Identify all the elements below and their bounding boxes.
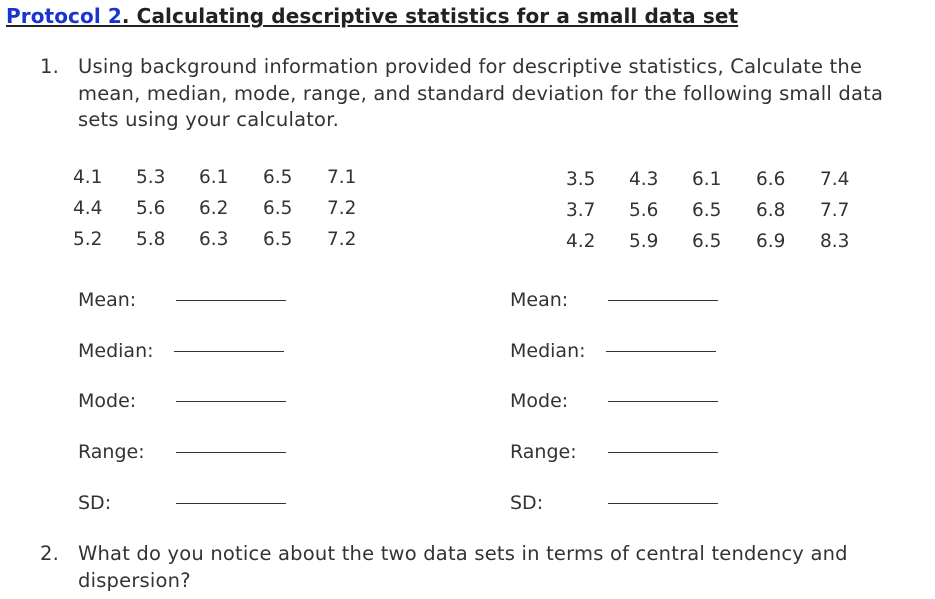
question-1-number: 1. bbox=[40, 55, 60, 78]
mean-label-1: Mean: bbox=[78, 289, 137, 311]
data-value: 8.3 bbox=[820, 231, 850, 252]
data-value: 3.5 bbox=[566, 169, 596, 190]
mean-blank-2[interactable] bbox=[608, 300, 718, 301]
data-value: 6.1 bbox=[199, 167, 229, 188]
data-value: 7.2 bbox=[327, 198, 357, 219]
protocol-link[interactable]: Protocol 2 bbox=[6, 4, 122, 28]
mean-label-2: Mean: bbox=[510, 289, 569, 311]
mode-label-2: Mode: bbox=[510, 390, 569, 412]
question-2-text: What do you notice about the two data sets in terms of central tendency and dispersion? bbox=[78, 542, 848, 592]
range-blank-1[interactable] bbox=[176, 452, 286, 453]
data-value: 7.4 bbox=[820, 169, 850, 190]
median-blank-2[interactable] bbox=[606, 351, 716, 352]
data-value: 6.5 bbox=[263, 167, 293, 188]
median-blank-1[interactable] bbox=[174, 351, 284, 352]
data-value: 6.2 bbox=[199, 198, 229, 219]
data-value: 6.9 bbox=[756, 231, 786, 252]
sd-label-1: SD: bbox=[78, 492, 112, 514]
data-value: 5.9 bbox=[629, 231, 659, 252]
data-value: 5.6 bbox=[629, 200, 659, 221]
sd-blank-1[interactable] bbox=[176, 503, 286, 504]
range-blank-2[interactable] bbox=[608, 452, 718, 453]
question-2 bbox=[40, 541, 935, 594]
mode-blank-1[interactable] bbox=[176, 401, 286, 402]
sd-label-2: SD: bbox=[510, 492, 544, 514]
data-value: 6.5 bbox=[263, 229, 293, 250]
title-rest: . Calculating descriptive statistics for a small data set bbox=[121, 4, 739, 28]
data-value: 7.1 bbox=[327, 167, 357, 188]
question-2-number: 2. bbox=[40, 542, 60, 565]
range-label-2: Range: bbox=[510, 441, 577, 463]
data-value: 4.2 bbox=[566, 231, 596, 252]
data-value: 6.5 bbox=[692, 200, 722, 221]
data-value: 4.3 bbox=[629, 169, 659, 190]
range-label-1: Range: bbox=[78, 441, 145, 463]
data-value: 6.8 bbox=[756, 200, 786, 221]
data-value: 5.3 bbox=[136, 167, 166, 188]
question-1 bbox=[40, 54, 920, 134]
question-1-text: Using background information provided for descriptive statistics, Calculate the mean, median, mode, range, and standard deviation for the following small data sets using your calculator. bbox=[78, 55, 884, 131]
data-value: 6.5 bbox=[692, 231, 722, 252]
data-value: 3.7 bbox=[566, 200, 596, 221]
sd-blank-2[interactable] bbox=[608, 503, 718, 504]
data-value: 7.2 bbox=[327, 229, 357, 250]
data-value: 5.8 bbox=[136, 229, 166, 250]
data-value: 5.6 bbox=[136, 198, 166, 219]
mode-label-1: Mode: bbox=[78, 390, 137, 412]
data-value: 4.1 bbox=[73, 167, 103, 188]
data-value: 6.6 bbox=[756, 169, 786, 190]
median-label-1: Median: bbox=[78, 340, 154, 362]
page-title bbox=[6, 4, 738, 28]
data-value: 6.1 bbox=[692, 169, 722, 190]
data-value: 4.4 bbox=[73, 198, 103, 219]
data-value: 6.3 bbox=[199, 229, 229, 250]
median-label-2: Median: bbox=[510, 340, 586, 362]
mode-blank-2[interactable] bbox=[608, 401, 718, 402]
mean-blank-1[interactable] bbox=[176, 300, 286, 301]
data-value: 6.5 bbox=[263, 198, 293, 219]
data-value: 5.2 bbox=[73, 229, 103, 250]
data-value: 7.7 bbox=[820, 200, 850, 221]
